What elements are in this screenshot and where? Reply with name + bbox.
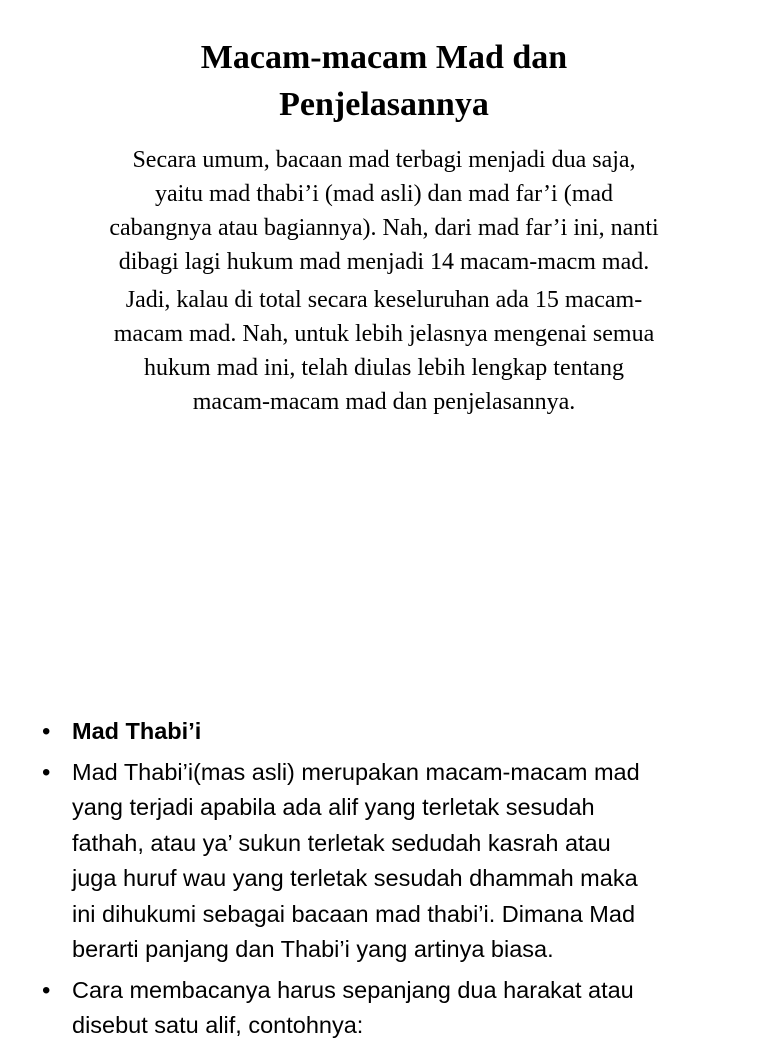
bullet-item-heading xyxy=(0,714,768,750)
bullet-icon: • xyxy=(42,976,51,1004)
intro-paragraph xyxy=(50,283,718,419)
slide-2 xyxy=(0,700,768,1038)
text-line: macam mad. Nah, untuk lebih jelasnya mengenai semua xyxy=(113,321,655,347)
text-line: disebut satu alif, contohnya: xyxy=(72,1012,364,1038)
text-line: Jadi, kalau di total secara keseluruhan ada 15 macam- xyxy=(125,287,643,313)
text-line: yang terjadi apabila ada alif yang terletak sesudah xyxy=(72,794,595,820)
intro-text xyxy=(50,143,718,423)
bullet-item-definition xyxy=(0,755,768,968)
slide-title xyxy=(60,34,708,128)
bullet-icon: • xyxy=(42,718,51,745)
title-line: Macam-macam Mad dan xyxy=(200,39,568,76)
bullet-heading: Mad Thabi’i xyxy=(72,718,202,744)
bullet-list xyxy=(0,714,768,1049)
bullet-item-reading xyxy=(0,973,768,1044)
text-line: berarti panjang dan Thabi’i yang artinya biasa. xyxy=(72,936,554,962)
intro-paragraph xyxy=(50,143,718,279)
text-line: juga huruf wau yang terletak sesudah dhammah maka xyxy=(72,865,638,891)
text-line: Mad Thabi’i(mas asli) merupakan macam-macam mad xyxy=(72,758,640,785)
bullet-icon: • xyxy=(42,758,51,786)
text-line: Cara membacanya harus sepanjang dua harakat atau xyxy=(72,976,634,1003)
text-line: ini dihukumi sebagai bacaan mad thabi’i. Dimana Mad xyxy=(72,900,636,927)
text-line: Secara umum, bacaan mad terbagi menjadi dua saja, xyxy=(132,147,636,173)
text-line: hukum mad ini, telah diulas lebih lengkap tentang xyxy=(144,355,624,381)
title-line: Penjelasannya xyxy=(279,86,489,123)
text-line: fathah, atau ya’ sukun terletak sedudah kasrah atau xyxy=(72,829,611,856)
text-line: cabangnya atau bagiannya). Nah, dari mad far’i ini, nanti xyxy=(109,215,659,241)
text-line: yaitu mad thabi’i (mad asli) dan mad far’i (mad xyxy=(154,181,614,207)
text-line: macam-macam mad dan penjelasannya. xyxy=(192,389,576,415)
text-line: dibagi lagi hukum mad menjadi 14 macam-macm mad. xyxy=(118,249,650,275)
